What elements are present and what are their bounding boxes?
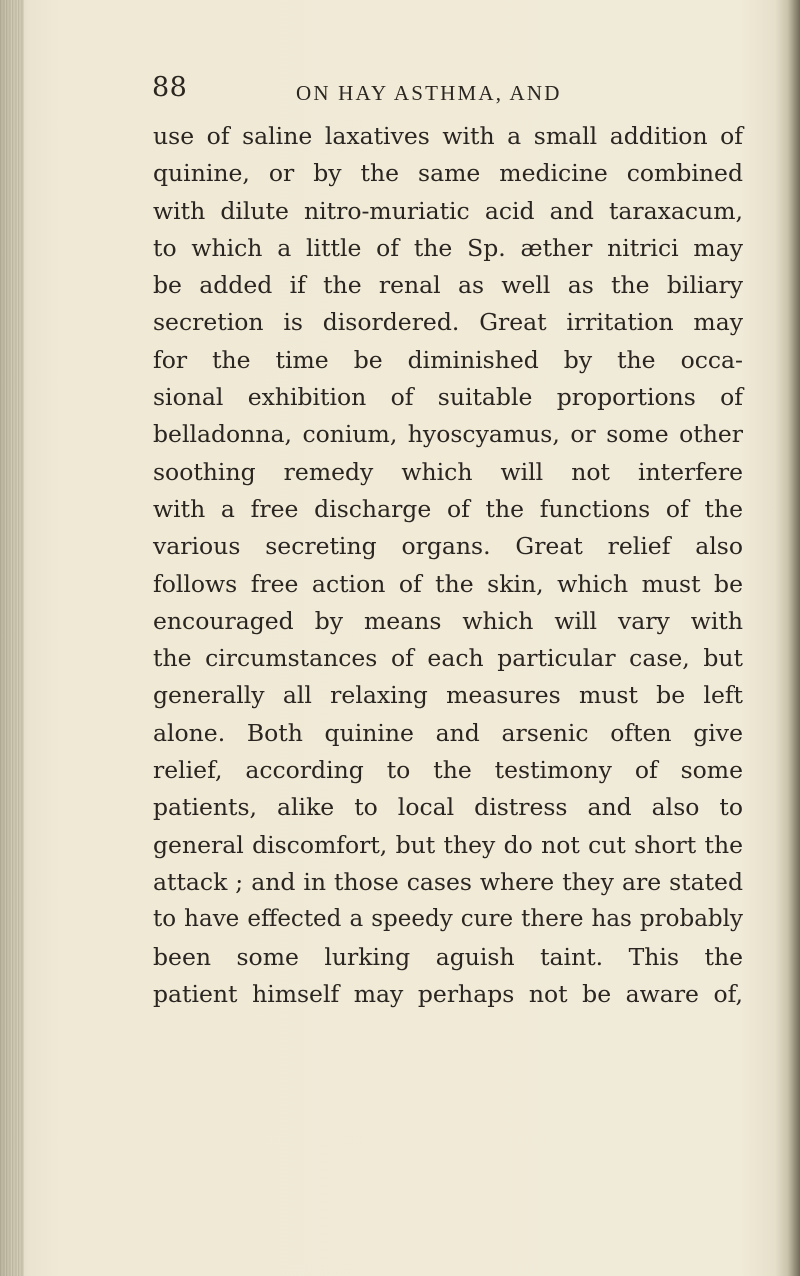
text-line: general discomfort, but they do not cut short the: [153, 830, 743, 859]
running-head: ON HAY ASTHMA, AND: [296, 81, 562, 105]
text-line: follows free action of the skin, which must be: [153, 569, 743, 598]
text-line: generally all relaxing measures must be left: [153, 681, 743, 710]
text-line: patients, alike to local distress and also to: [153, 793, 743, 822]
text-line: been some lurking aguish taint. This the: [153, 942, 743, 971]
text-line: use of saline laxatives with a small addition of: [153, 122, 743, 150]
page-edge-shadow: [788, 0, 800, 1276]
text-line: relief, according to the testimony of some: [153, 756, 743, 785]
text-line: various secreting organs. Great relief also: [153, 532, 743, 561]
text-line: secretion is disordered. Great irritation may: [153, 308, 743, 337]
text-line: be added if the renal as well as the biliary: [153, 271, 743, 300]
text-line: belladonna, conium, hyoscyamus, or some other: [153, 420, 743, 449]
text-line: to which a little of the Sp. æther nitrici may: [153, 233, 743, 262]
text-line: quinine, or by the same medicine combined: [153, 159, 743, 188]
text-line: sional exhibition of suitable proportions of: [153, 383, 743, 412]
text-line: with dilute nitro-muriatic acid and taraxacum,: [153, 196, 743, 225]
text-line: alone. Both quinine and arsenic often give: [153, 718, 743, 747]
body-text: [153, 118, 743, 1013]
page-number: 88: [152, 72, 188, 103]
text-line: for the time be diminished by the occa-: [153, 345, 743, 374]
text-line: soothing remedy which will not interfere: [153, 457, 743, 486]
text-line: the circumstances of each particular case, but: [153, 644, 743, 673]
text-line: to have effected a speedy cure there has probably: [153, 906, 743, 933]
page-binding-shadow: [0, 0, 24, 1276]
text-line: encouraged by means which will vary with: [153, 606, 743, 635]
text-line: attack ; and in those cases where they are stated: [153, 867, 743, 896]
text-line: patient himself may perhaps not be aware of,: [153, 979, 743, 1008]
text-line: with a free discharge of the functions of the: [153, 494, 743, 523]
